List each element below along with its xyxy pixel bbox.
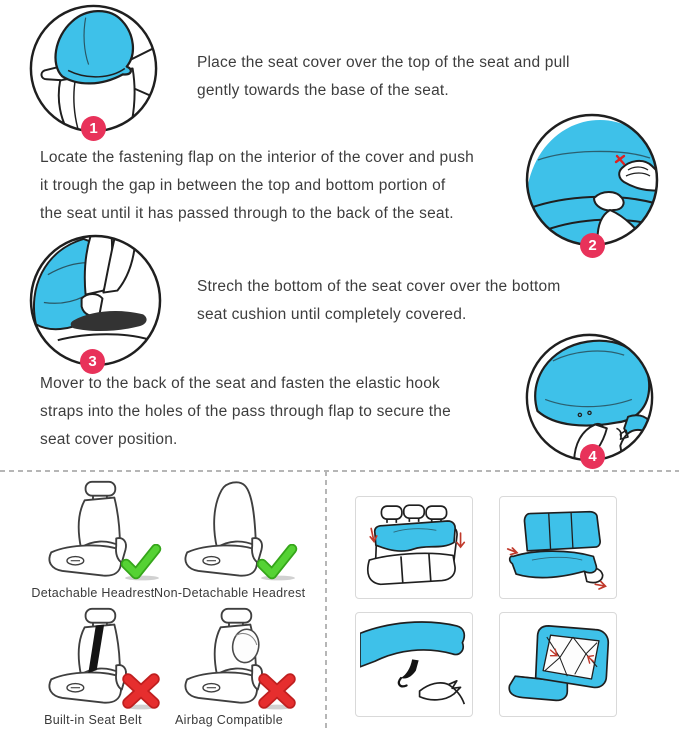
bench-cover-pull-down-icon: [360, 502, 468, 594]
step-3-number: 3: [88, 353, 97, 370]
compat-airbag: [154, 606, 304, 727]
bench-bottom-stretch-icon: [504, 502, 612, 594]
step-4-line-1: Mover to the back of the seat and fasten the elastic hook: [40, 375, 440, 392]
step-1-number: 1: [89, 120, 98, 137]
compat-label: Non-Detachable Headrest: [154, 586, 306, 600]
step-4-line-3: seat cover position.: [40, 431, 178, 448]
step-1-badge: [81, 116, 106, 141]
step-4-text: [40, 370, 451, 454]
check-icon: [256, 544, 298, 582]
compat-detachable-headrest: [18, 479, 168, 600]
hook-strap-under-seat-icon: [360, 618, 468, 712]
compat-built-in-seat-belt: [18, 606, 168, 727]
stretch-bottom-cover-icon: [28, 233, 163, 368]
step-1-text: [197, 49, 570, 105]
step-3-line-1: Strech the bottom of the seat cover over the bottom: [197, 278, 561, 295]
step-2-line-2: it trough the gap in between the top and bottom portion of: [40, 177, 446, 194]
step-3-text: [197, 273, 560, 329]
push-flap-through-gap-icon: [524, 112, 660, 248]
step-4-line-2: straps into the holes of the pass through flap to secure the: [40, 403, 451, 420]
step-2-illustration: [524, 112, 660, 248]
step-1-line-1: Place the seat cover over the top of the seat and pull: [197, 54, 570, 71]
bench-panel-1: [355, 496, 473, 599]
rear-straps-crisscross-icon: [504, 618, 612, 712]
step-1-line-2: gently towards the base of the seat.: [197, 82, 449, 99]
step-2-line-1: Locate the fastening flap on the interior of the cover and push: [40, 149, 474, 166]
compat-label: Built-in Seat Belt: [44, 713, 142, 727]
compat-label: Airbag Compatible: [175, 713, 283, 727]
vertical-dashed-divider: [325, 471, 327, 732]
step-2-text: [40, 144, 474, 228]
compat-non-detachable-headrest: [154, 479, 304, 600]
step-2-badge: [580, 233, 605, 258]
bench-panel-2: [499, 496, 617, 599]
bench-panel-3: [355, 612, 473, 717]
cross-icon: [256, 671, 298, 711]
step-3-illustration: [28, 233, 163, 368]
step-2-number: 2: [588, 237, 597, 254]
step-3-line-2: seat cushion until completely covered.: [197, 306, 467, 323]
horizontal-dashed-divider: [0, 470, 679, 472]
compat-label: Detachable Headrest: [31, 586, 155, 600]
step-4-number: 4: [588, 448, 597, 465]
step-2-line-3: the seat until it has passed through to the back of the seat.: [40, 205, 454, 222]
step-4-badge: [580, 444, 605, 469]
bench-panel-4: [499, 612, 617, 717]
